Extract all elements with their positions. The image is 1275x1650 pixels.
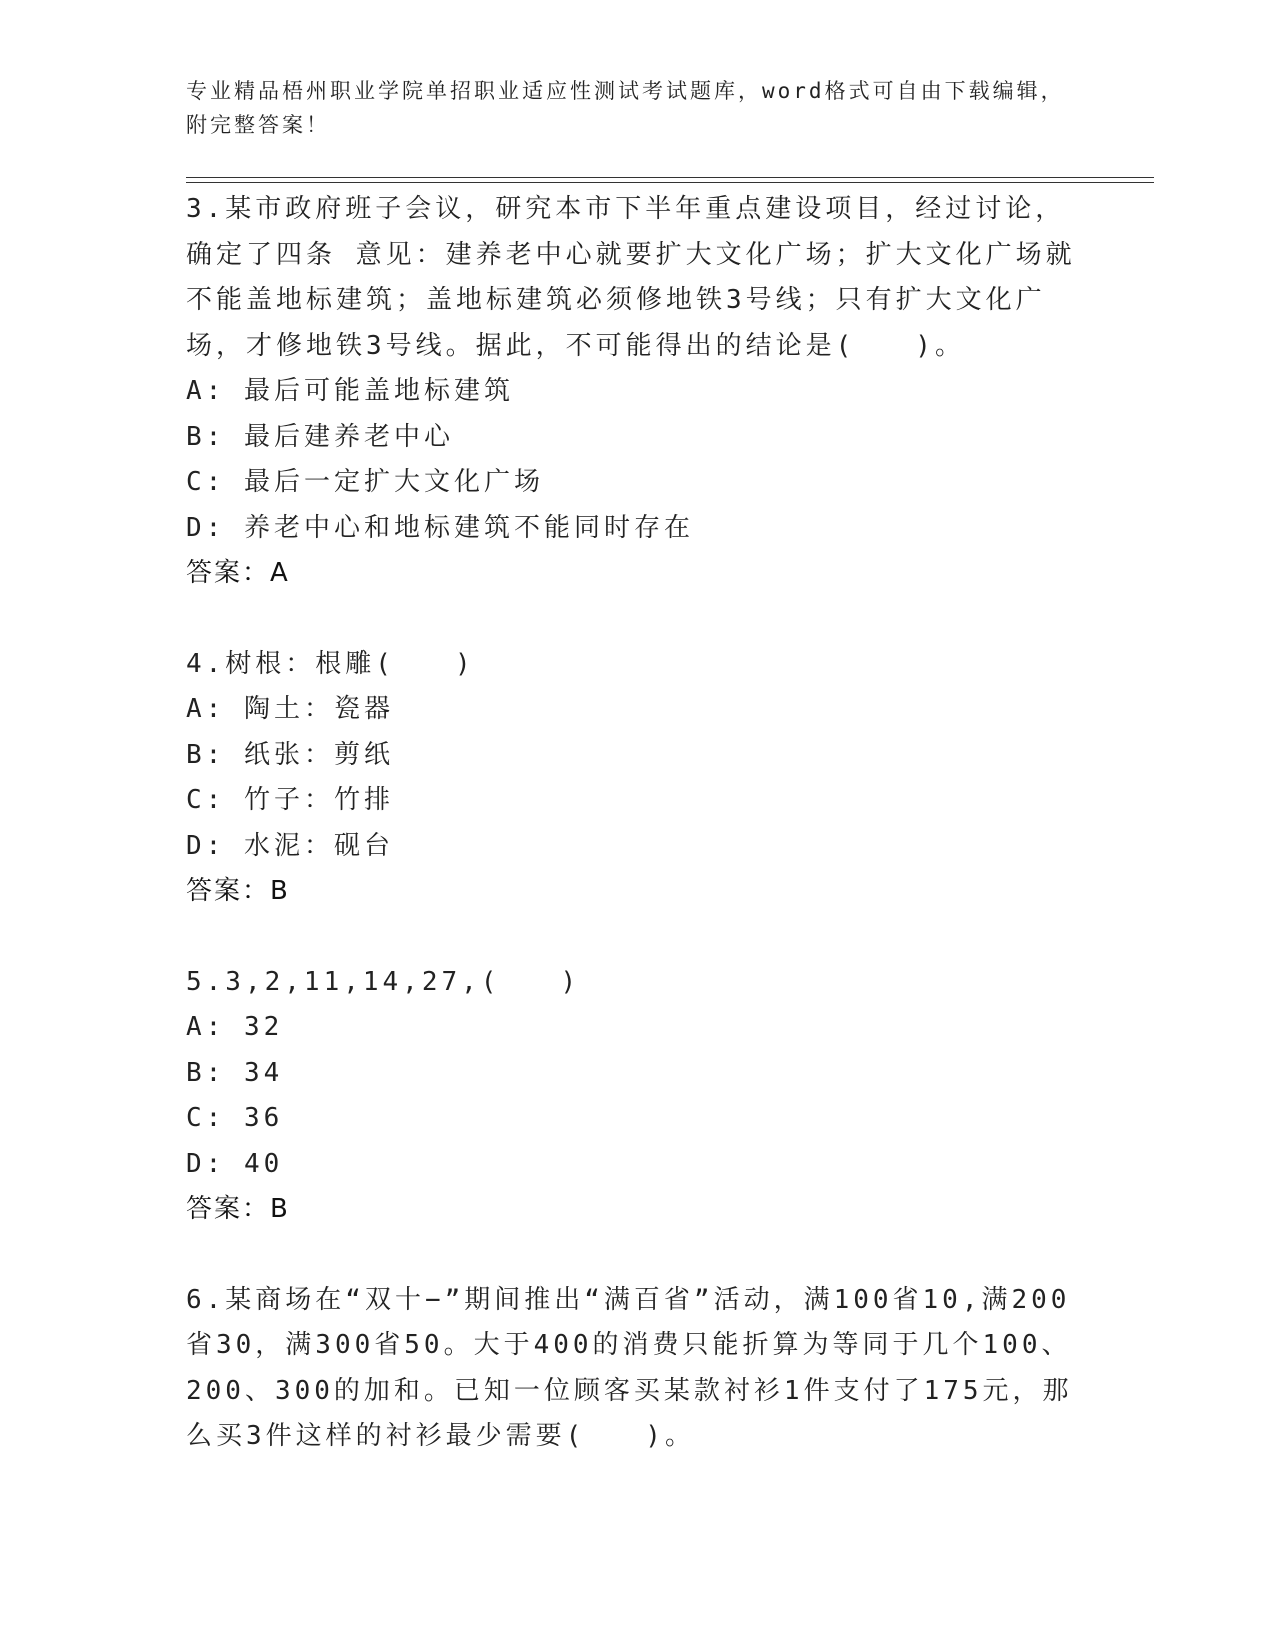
question-stem: 4.树根：根雕( ) bbox=[186, 648, 475, 679]
option-c bbox=[186, 778, 1086, 824]
option-letter: C: bbox=[186, 785, 226, 815]
option-letter: B: bbox=[186, 1057, 226, 1088]
option-text: 最后建养老中心 bbox=[244, 421, 455, 452]
document-header bbox=[186, 74, 1086, 142]
question-stem: 6.某商场在“双十−”期间推出“满百省”活动，满100省10,满200省30，满300省50。大于400的消费只能折算为等同于几个100、200、300的加和。已知一位顾客买某款衬衫1件支付了175元，那么买3件这样的衬衫最少需要( )。 bbox=[186, 1284, 1073, 1451]
question-5 bbox=[186, 960, 1086, 1233]
header-text: 专业精品梧州职业学院单招职业适应性测试考试题库，word格式可自由下载编辑，附完整答案！ bbox=[186, 79, 1065, 137]
option-letter: B: bbox=[186, 739, 226, 770]
spacer bbox=[186, 597, 1086, 642]
option-text: 最后可能盖地标建筑 bbox=[244, 376, 515, 406]
option-b bbox=[186, 733, 1086, 779]
answer-line: 答案：B bbox=[186, 876, 290, 906]
option-a bbox=[186, 687, 1086, 733]
option-letter: D: bbox=[186, 830, 226, 861]
option-letter: C: bbox=[186, 1103, 226, 1133]
question-4 bbox=[186, 642, 1086, 915]
option-text: 最后一定扩大文化广场 bbox=[244, 467, 545, 497]
option-text: 养老中心和地标建筑不能同时存在 bbox=[244, 512, 695, 543]
spacer bbox=[186, 915, 1086, 960]
option-text: 水泥：砚台 bbox=[244, 830, 395, 861]
option-letter: A: bbox=[186, 1012, 226, 1042]
option-d bbox=[186, 506, 1086, 552]
question-6 bbox=[186, 1278, 1086, 1460]
option-a bbox=[186, 1005, 1086, 1051]
option-text: 34 bbox=[244, 1057, 284, 1088]
option-text: 36 bbox=[244, 1103, 284, 1133]
option-d bbox=[186, 1142, 1086, 1188]
question-list bbox=[186, 187, 1086, 1460]
option-letter: A: bbox=[186, 376, 226, 406]
option-text: 纸张：剪纸 bbox=[244, 739, 395, 770]
option-letter: C: bbox=[186, 467, 226, 497]
option-c bbox=[186, 1096, 1086, 1142]
option-b bbox=[186, 1051, 1086, 1097]
question-stem: 3.某市政府班子会议，研究本市下半年重点建设项目，经过讨论，确定了四条 意见：建养老中心就要扩大文化广场；扩大文化广场就不能盖地标建筑；盖地标建筑必须修地铁3号线；只有扩大文化广场，才修地铁3号线。据此，不可能得出的结论是( )。 bbox=[186, 194, 1076, 361]
option-text: 40 bbox=[244, 1148, 284, 1179]
option-letter: D: bbox=[186, 1148, 226, 1179]
option-a bbox=[186, 369, 1086, 415]
header-divider-top bbox=[186, 177, 1154, 178]
answer-line: 答案：A bbox=[186, 558, 290, 588]
question-3 bbox=[186, 187, 1086, 597]
header-divider-bottom bbox=[186, 182, 1154, 183]
option-letter: A: bbox=[186, 694, 226, 724]
option-text: 竹子：竹排 bbox=[244, 785, 395, 815]
option-d bbox=[186, 824, 1086, 870]
option-b bbox=[186, 415, 1086, 461]
option-letter: B: bbox=[186, 421, 226, 452]
spacer bbox=[186, 1233, 1086, 1278]
answer-line: 答案：B bbox=[186, 1194, 290, 1224]
option-text: 陶土：瓷器 bbox=[244, 694, 395, 724]
option-text: 32 bbox=[244, 1012, 284, 1042]
option-c bbox=[186, 460, 1086, 506]
option-letter: D: bbox=[186, 512, 226, 543]
question-stem: 5.3,2,11,14,27,( ) bbox=[186, 966, 581, 997]
